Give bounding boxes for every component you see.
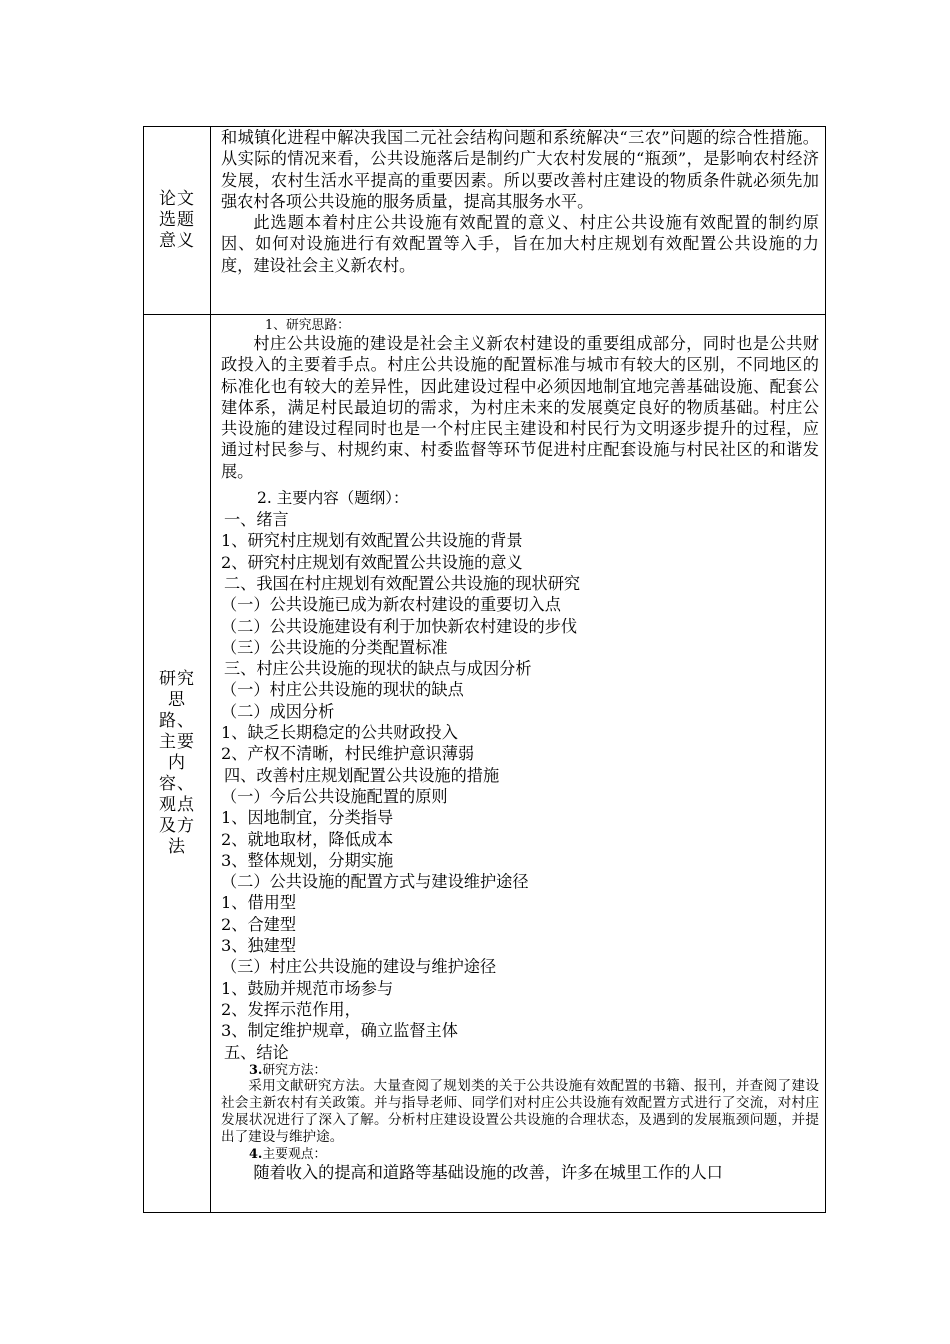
significance-content (211, 127, 825, 314)
outline-item: （一）公共设施已成为新农村建设的重要切入点 (221, 595, 561, 615)
outline-item: 三、村庄公共设施的现状的缺点与成因分析 (224, 659, 532, 679)
section2-title: 2. 主要内容（题纲）： (257, 489, 409, 508)
section4-title-text: 主要观点： (262, 1146, 327, 1162)
outline-item: 2、合建型 (221, 914, 297, 934)
outline-item: 2、产权不清晰，村民维护意识薄弱 (221, 744, 475, 764)
significance-paragraph-2: 此选题本着村庄公共设施有效配置的意义、村庄公共设施有效配置的制约原因、如何对设施进行有效配置等入手，旨在加大村庄规划有效配置公共设施的力度，建设社会主义新农村。 (221, 213, 819, 275)
outline-item: （二）公共设施的配置方式与建设维护途径 (221, 872, 529, 892)
research-row (144, 315, 825, 1212)
outline-item: 2、研究村庄规划有效配置公共设施的意义 (221, 552, 523, 572)
outline-item: 1、缺乏长期稳定的公共财政投入 (221, 723, 458, 743)
section3-text: 采用文献研究方法。大量查阅了规划类的关于公共设施有效配置的书籍、报刊，并查阅了建设社会主新农村有关政策。并与指导老师、同学们对村庄公共设施有效配置方式进行了交流，对村庄发展状况进行了深入了解。分析村庄建设设置公共设施的合理状态，及遇到的发展瓶颈问题，并提出了建设与维护途。 (221, 1077, 819, 1146)
research-label-cell (144, 315, 211, 1212)
section3-num: 3. (249, 1062, 263, 1078)
outline-item: 二、我国在村庄规划有效配置公共设施的现状研究 (224, 573, 581, 593)
outline-item: 1、因地制宜，分类指导 (221, 808, 394, 828)
outline-item: 3、独建型 (221, 936, 297, 956)
outline-item: （一）今后公共设施配置的原则 (221, 786, 448, 806)
significance-paragraph-1: 和城镇化进程中解决我国二元社会结构问题和系统解决“三农”问题的综合性措施。从实际的情况来看，公共设施落后是制约广大农村发展的“瓶颈”，是影响农村经济发展，农村生活水平提高的重要因素。所以要改善村庄建设的物质条件就必须先加强农村各项公共设施的服务质量，提高其服务水平。 (221, 128, 819, 211)
outline-item: 3、整体规划，分期实施 (221, 850, 394, 870)
proposal-table (143, 126, 826, 1213)
section1-title: 1、研究思路： (265, 318, 350, 333)
research-label: 研究思路、主要内容、观点及方法 (159, 669, 195, 857)
outline-item: 五、结论 (224, 1042, 289, 1062)
outline-item: 四、改善村庄规划配置公共设施的措施 (224, 765, 500, 785)
outline-item: 一、绪言 (224, 510, 289, 530)
outline-item: 2、就地取材，降低成本 (221, 829, 394, 849)
outline-item: （二）成因分析 (221, 701, 335, 721)
outline-item: 1、研究村庄规划有效配置公共设施的背景 (221, 531, 523, 551)
outline-item: （二）公共设施建设有利于加快新农村建设的步伐 (221, 616, 578, 636)
section3-title (221, 1063, 819, 1078)
section1-text: 村庄公共设施的建设是社会主义新农村建设的重要组成部分，同时也是公共财政投入的主要着手点。村庄公共设施的配置标准与城市有较大的区别，不同地区的标准化也有较大的差异性，因此建设过程中必须因地制宜地完善基础设施、配套公建体系，满足村民最迫切的需求，为村庄未来的发展奠定良好的物质基础。村庄公共设施的建设过程同时也是一个村庄民主建设和村民行为文明逐步提升的过程，应通过村民参与、村规约束、村委监督等环节促进村庄配套设施与村民社区的和谐发展。 (221, 334, 819, 481)
outline-item: 3、制定维护规章，确立监督主体 (221, 1021, 458, 1041)
outline-item: 1、鼓励并规范市场参与 (221, 978, 394, 998)
section4-text: 随着收入的提高和道路等基础设施的改善，许多在城里工作的人口 (253, 1162, 723, 1182)
significance-label-cell (144, 127, 211, 314)
outline-item: （三）村庄公共设施的建设与维护途径 (221, 957, 497, 977)
outline-list (221, 509, 819, 1063)
significance-row (144, 127, 825, 315)
outline-item: （一）村庄公共设施的现状的缺点 (221, 680, 464, 700)
section4-title (221, 1147, 819, 1162)
research-content (211, 315, 825, 1212)
outline-item: （三）公共设施的分类配置标准 (221, 637, 448, 657)
section3-title-text: 研究方法： (262, 1062, 327, 1078)
section4-num: 4. (249, 1146, 263, 1162)
outline-item: 2、发挥示范作用， (221, 999, 361, 1019)
outline-item: 1、借用型 (221, 893, 297, 913)
significance-label: 论文选题意义 (159, 189, 195, 251)
